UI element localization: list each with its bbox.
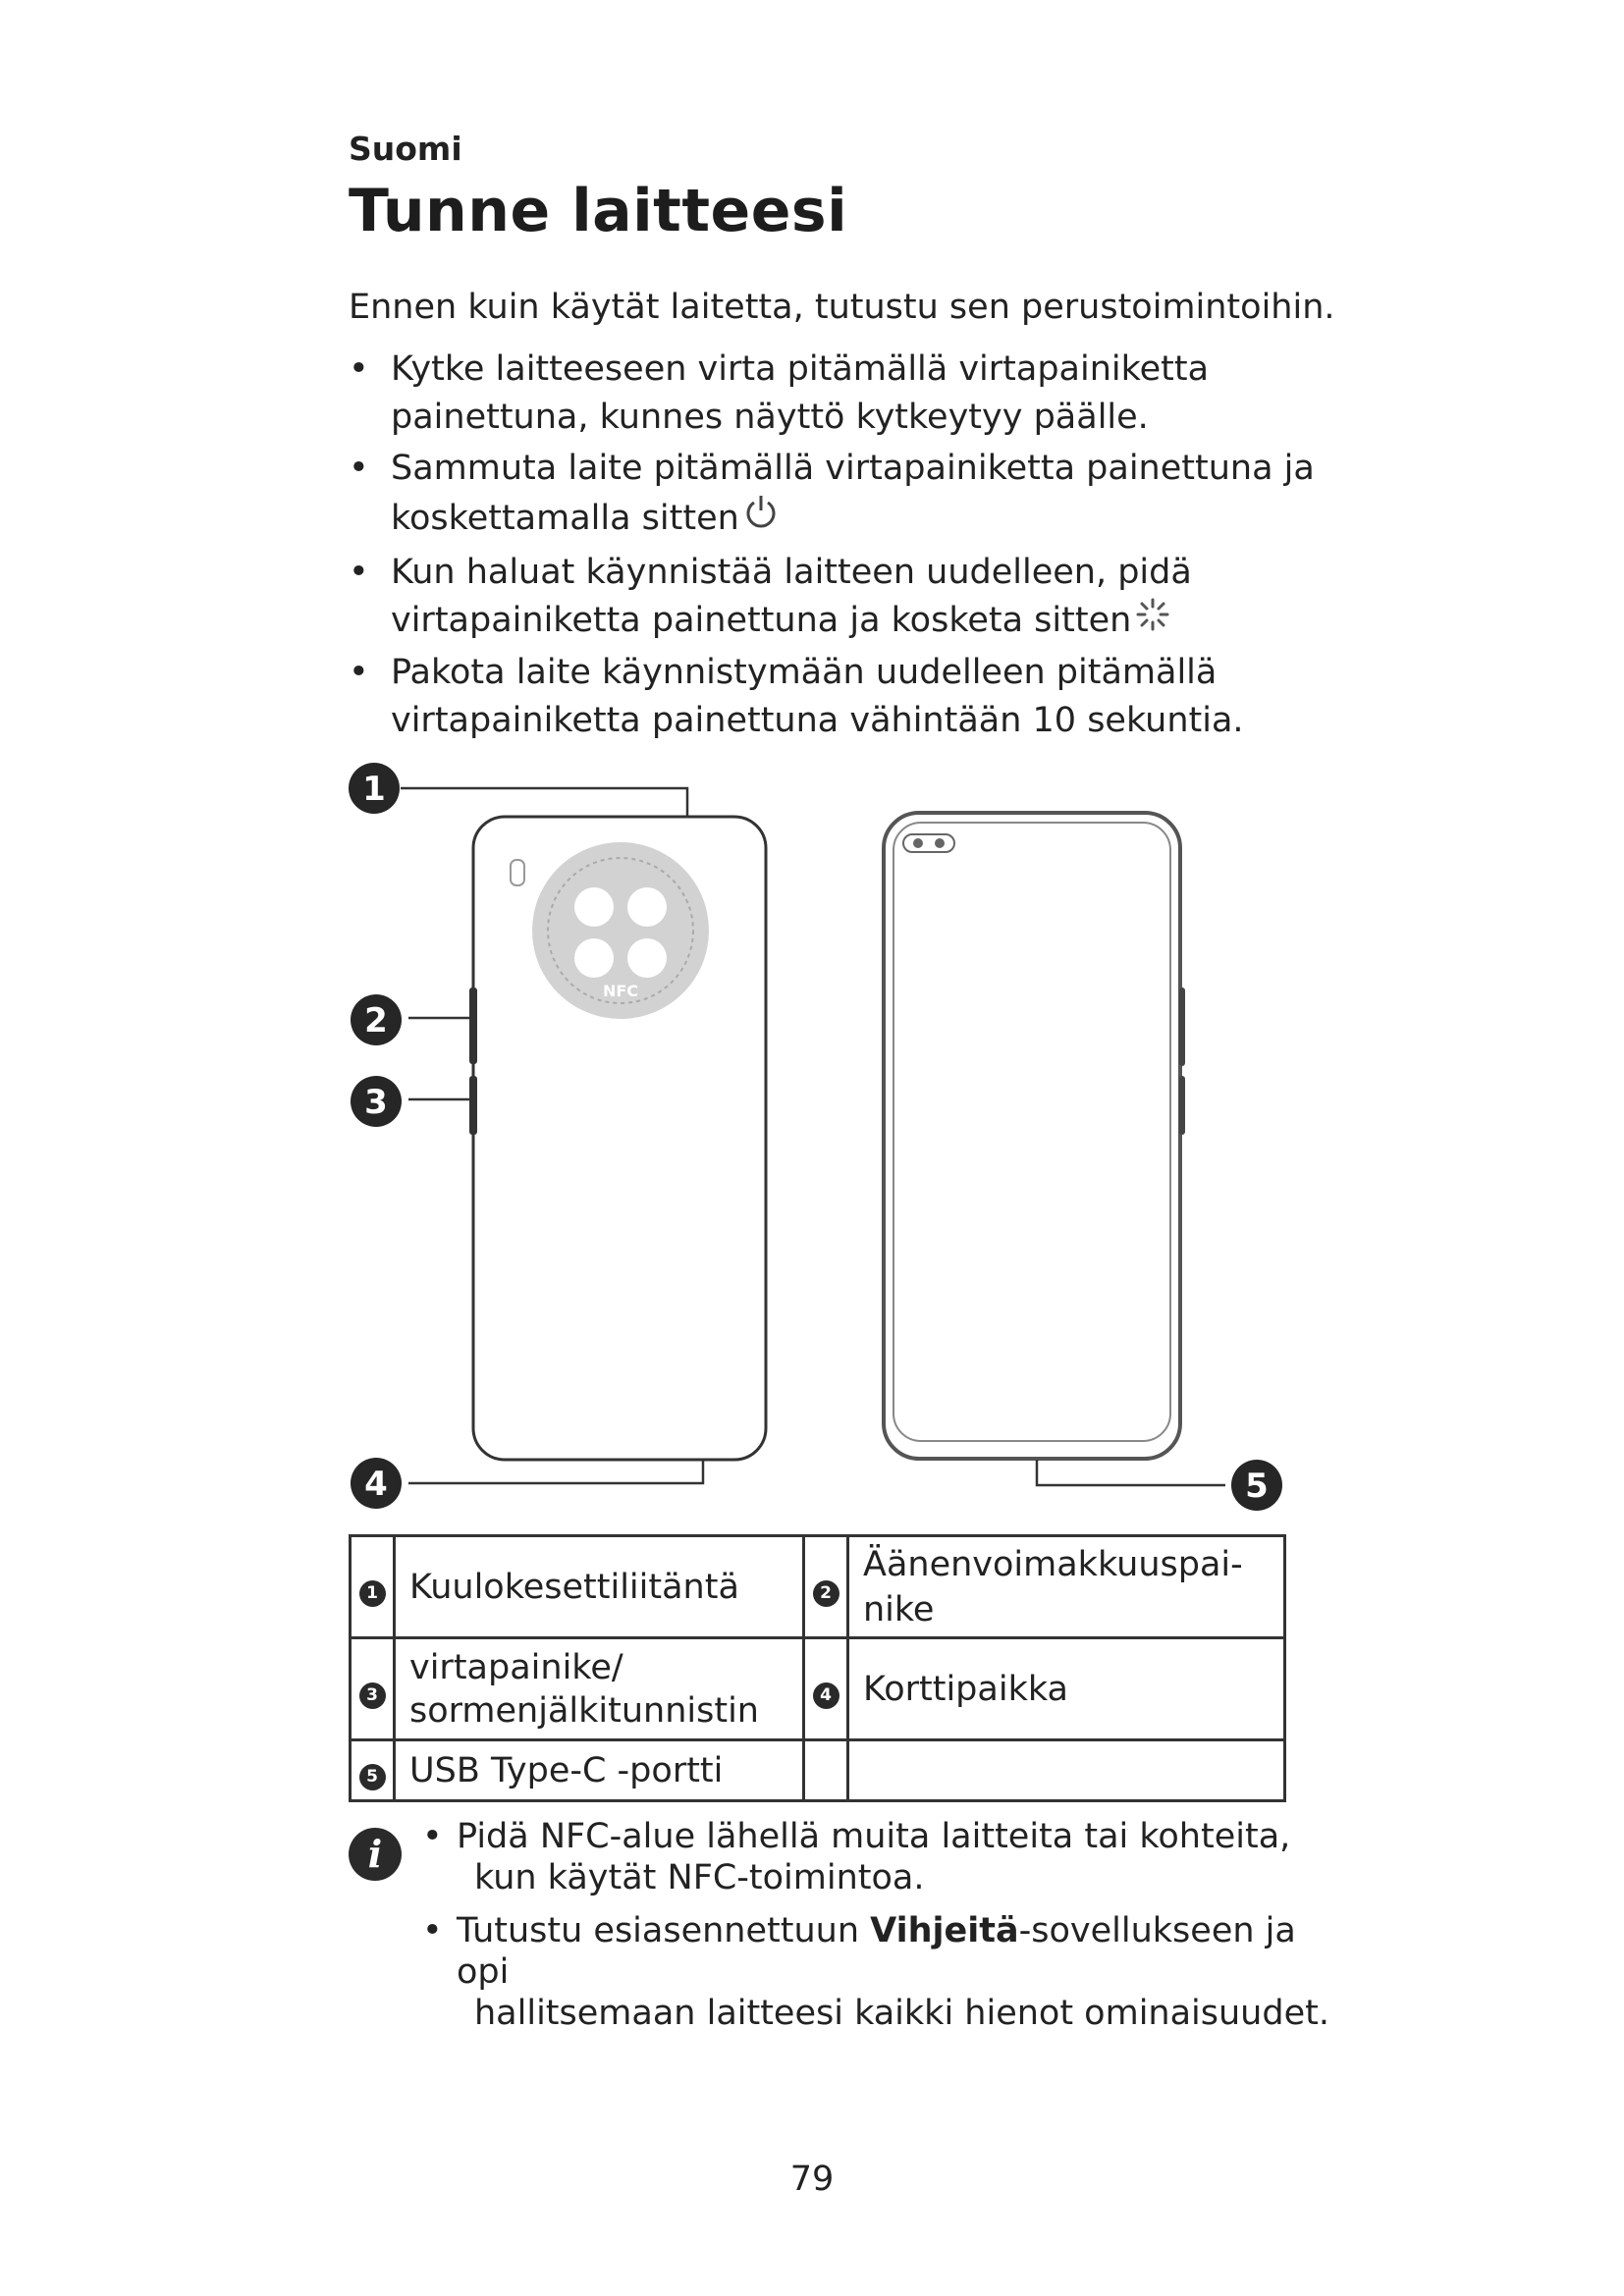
table-cell: Korttipaikka <box>848 1638 1285 1740</box>
app-name: Vihjeitä <box>870 1911 1019 1950</box>
list-item: • Tutustu esiasennettuun Vihjeitä-sovellukseen ja opi hallitsemaan laitteesi kaikki hienot ominaisuudet. <box>422 1911 1329 2033</box>
svg-text:3: 3 <box>364 1083 388 1122</box>
page-number: 79 <box>789 2160 835 2199</box>
svg-text:1: 1 <box>362 770 386 809</box>
row-badge: 5 <box>359 1764 386 1790</box>
table-cell: Kuulokesettiliitäntä <box>395 1536 804 1638</box>
list-item: • Kytke laitteeseen virta pitämällä virtapainiketta painettuna, kunnes näyttö kytkeytyy päälle. <box>349 349 1210 437</box>
language-label: Suomi <box>349 130 462 168</box>
phone-back <box>469 817 766 1460</box>
list-item: • Pidä NFC-alue lähellä muita laitteita tai kohteita, kun käytät NFC-toimintoa. <box>422 1817 1291 1897</box>
page-title: Tunne laitteesi <box>349 177 848 245</box>
list-item: • Kun haluat käynnistää laitteen uudelleen, pidä virtapainiketta painettuna ja kosketa sitten <box>349 549 1330 646</box>
table-cell: USB Type-C -portti <box>395 1740 804 1801</box>
list-item: • Pakota laite käynnistymään uudelleen pitämällä virtapainiketta painettuna vähintään 10 sekuntia. <box>349 653 1244 740</box>
table-row <box>351 1740 1285 1801</box>
intro-text: Ennen kuin käytät laitetta, tutustu sen perustoimintoihin. <box>349 288 1335 327</box>
row-badge: 1 <box>359 1580 386 1607</box>
parts-table <box>349 1534 1286 1802</box>
row-badge: 2 <box>813 1580 839 1607</box>
list-item: • Sammuta laite pitämällä virtapainiketta painettuna ja koskettamalla sitten <box>349 445 1330 546</box>
row-badge: 3 <box>359 1682 386 1709</box>
info-icon: i <box>349 1828 402 1881</box>
callout-1 <box>349 763 400 814</box>
notes-section <box>349 1816 1330 2046</box>
svg-text:5: 5 <box>1245 1467 1269 1506</box>
callout-4 <box>351 1458 402 1509</box>
phone-front <box>884 813 1185 1459</box>
table-row <box>351 1638 1285 1740</box>
callout-2 <box>351 994 402 1045</box>
nfc-label: NFC <box>602 982 639 1000</box>
callout-5 <box>1231 1460 1282 1511</box>
table-row <box>351 1536 1285 1638</box>
table-cell: Äänenvoimakkuuspai- nike <box>848 1536 1285 1638</box>
callout-3 <box>351 1076 402 1127</box>
svg-text:2: 2 <box>364 1001 388 1041</box>
row-badge: 4 <box>813 1682 839 1709</box>
svg-text:4: 4 <box>364 1465 388 1504</box>
table-cell: virtapainike/ sormenjälkitunnistin <box>395 1638 804 1740</box>
